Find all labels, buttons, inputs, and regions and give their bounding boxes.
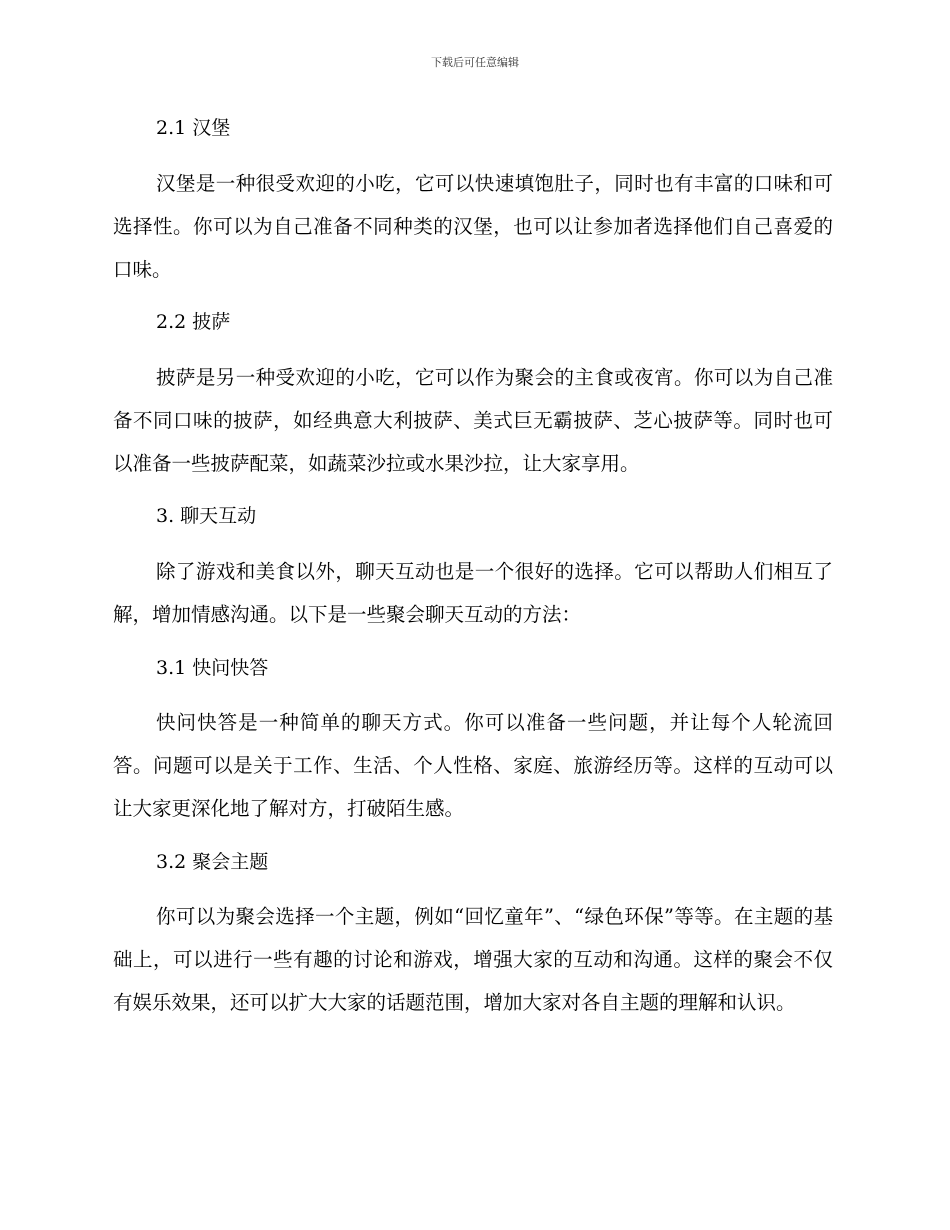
section-body-2-1: 汉堡是一种很受欢迎的小吃，它可以快速填饱肚子，同时也有丰富的口味和可选择性。你可以为自己准备不同种类的汉堡，也可以让参加者选择他们自己喜爱的口味。 bbox=[113, 172, 833, 281]
page-header: 下载后可任意编辑 bbox=[431, 56, 519, 69]
section-heading-2-1: 2.1 汉堡 bbox=[156, 117, 231, 139]
section-heading-3-2: 3.2 聚会主题 bbox=[156, 851, 269, 873]
section-body-3-1: 快问快答是一种简单的聊天方式。你可以准备一些问题，并让每个人轮流回答。问题可以是关于工作、生活、个人性格、家庭、旅游经历等。这样的互动可以让大家更深化地了解对方，打破陌生感。 bbox=[113, 711, 833, 820]
section-body-2-2: 披萨是另一种受欢迎的小吃，它可以作为聚会的主食或夜宵。你可以为自己准备不同口味的披萨，如经典意大利披萨、美式巨无霸披萨、芝心披萨等。同时也可以准备一些披萨配菜，如蔬菜沙拉或水果沙拉，让大家享用。 bbox=[113, 366, 833, 475]
section-heading-3: 3. 聊天互动 bbox=[156, 505, 257, 527]
section-heading-3-1: 3.1 快问快答 bbox=[156, 657, 269, 679]
section-body-3: 除了游戏和美食以外，聊天互动也是一个很好的选择。它可以帮助人们相互了解，增加情感沟通。以下是一些聚会聊天互动的方法： bbox=[113, 560, 833, 626]
section-body-3-2: 你可以为聚会选择一个主题，例如“回忆童年”、“绿色环保”等等。在主题的基础上，可以进行一些有趣的讨论和游戏，增强大家的互动和沟通。这样的聚会不仅有娱乐效果，还可以扩大大家的话题范围，增加大家对各自主题的理解和认识。 bbox=[113, 905, 833, 1014]
section-heading-2-2: 2.2 披萨 bbox=[156, 311, 231, 333]
